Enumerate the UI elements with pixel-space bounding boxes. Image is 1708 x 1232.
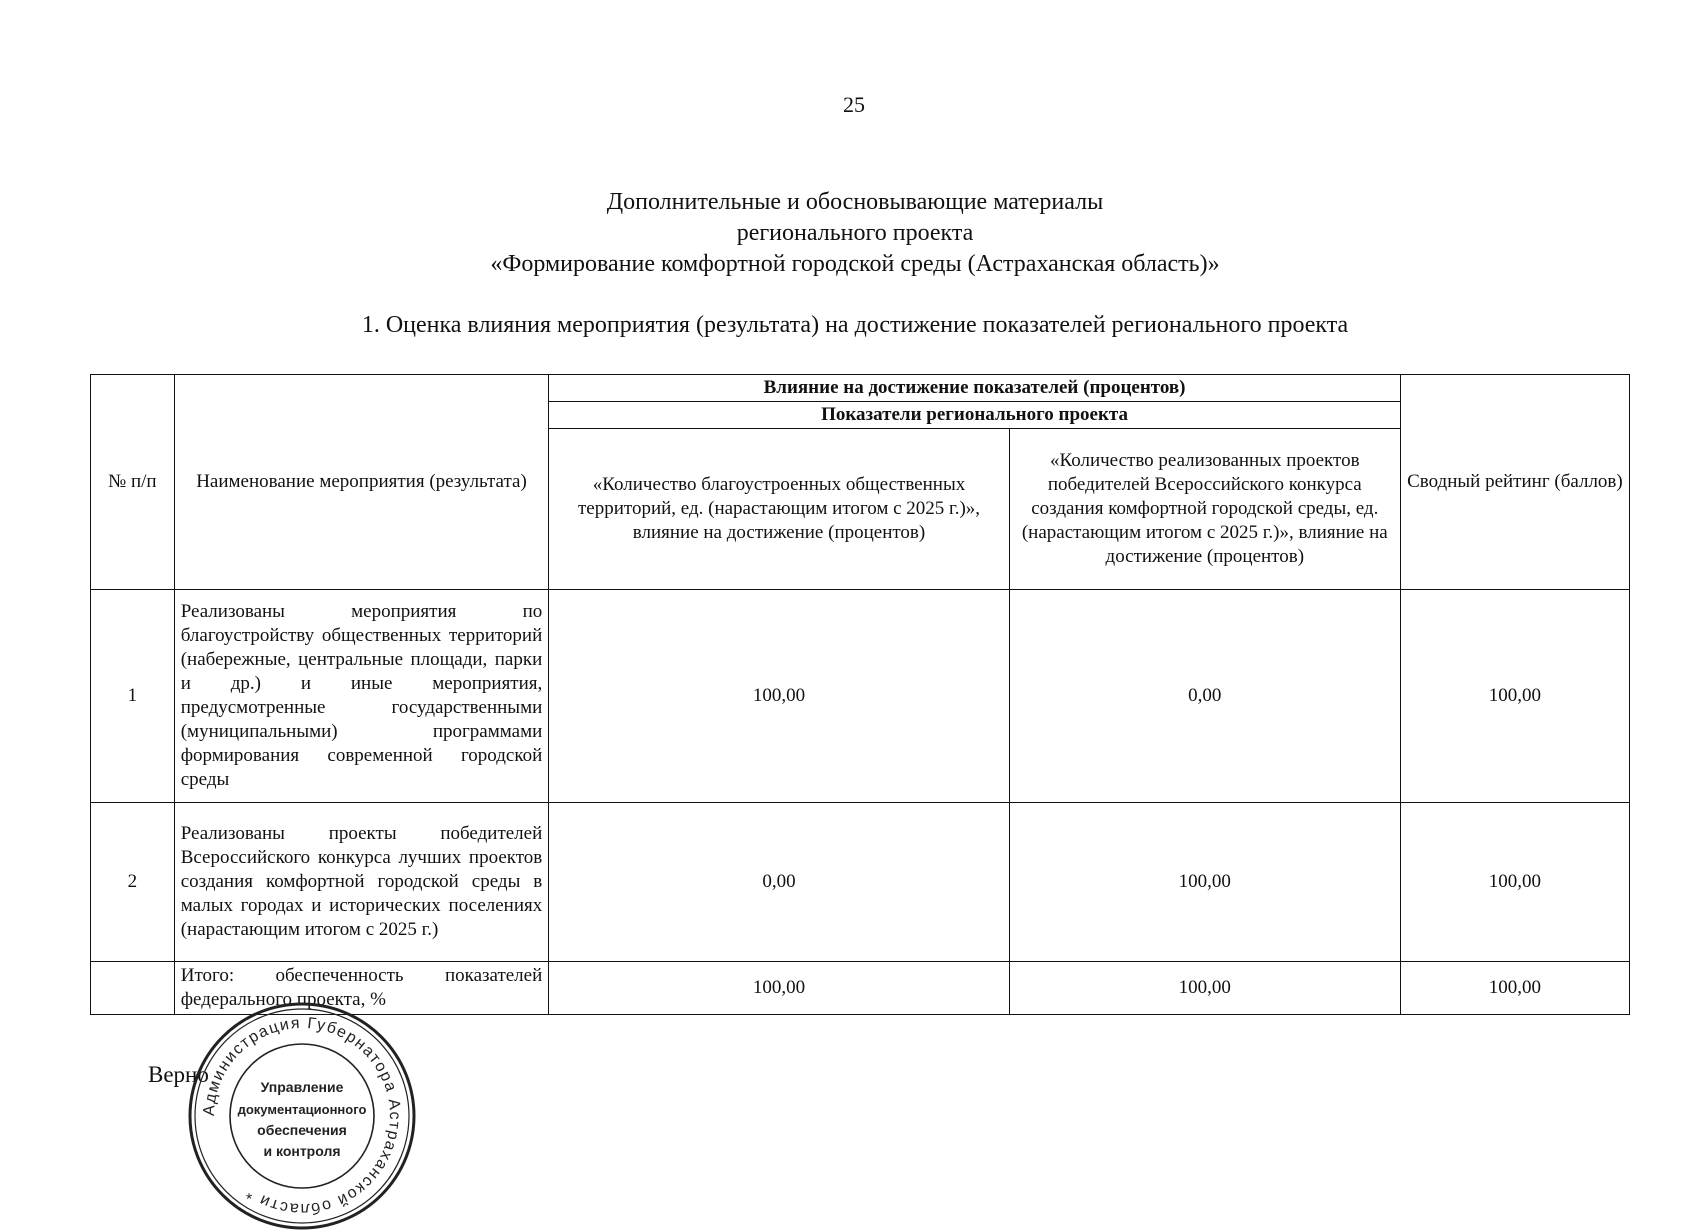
table-row xyxy=(91,803,1630,962)
header-indicator-2: «Количество реализованных проектов победителей Всероссийского конкурса создания комфортной городской среды, ед. (нарастающим итогом с 2025 г.)», влияние на достижение (процентов) xyxy=(1009,429,1400,590)
cell-indicator-2: 100,00 xyxy=(1009,962,1400,1015)
section-title: 1. Оценка влияния мероприятия (результата) на достижение показателей регионального проекта xyxy=(361,312,1349,338)
seal-line-2: документационного xyxy=(237,1102,367,1117)
heading-line-1: Дополнительные и обосновывающие материалы xyxy=(606,189,1104,215)
cell-rating: 100,00 xyxy=(1400,590,1629,803)
cell-num: 1 xyxy=(91,590,175,803)
cell-name: Итого: обеспеченность показателей федерального проекта, % xyxy=(174,962,549,1015)
header-name: Наименование мероприятия (результата) xyxy=(174,375,549,590)
cell-name: Реализованы проекты победителей Всероссийского конкурса лучших проектов создания комфортной городской среды в малых городах и исторических поселениях (нарастающим итогом с 2025 г.) xyxy=(174,803,549,962)
cell-num: 2 xyxy=(91,803,175,962)
header-impact: Влияние на достижение показателей (процентов) xyxy=(549,375,1401,402)
seal-line-4: и контроля xyxy=(263,1143,341,1159)
official-seal-icon xyxy=(186,1000,418,1232)
cell-indicator-1: 0,00 xyxy=(549,803,1009,962)
header-rating: Сводный рейтинг (баллов) xyxy=(1400,375,1629,590)
cell-rating: 100,00 xyxy=(1400,803,1629,962)
impact-table xyxy=(90,374,1630,1015)
cell-name: Реализованы мероприятия по благоустройству общественных территорий (набережные, центральные площади, парки и др.) и иные мероприятия, предусмотренные государственными (муниципальными) программами формирования современной городской среды xyxy=(174,590,549,803)
cell-indicator-1: 100,00 xyxy=(549,590,1009,803)
seal-line-1: Управление xyxy=(260,1079,344,1095)
table-row xyxy=(91,590,1630,803)
header-num: № п/п xyxy=(91,375,175,590)
cell-rating: 100,00 xyxy=(1400,962,1629,1015)
document-heading xyxy=(250,187,1460,280)
cell-indicator-2: 0,00 xyxy=(1009,590,1400,803)
cell-indicator-2: 100,00 xyxy=(1009,803,1400,962)
header-indicator-1: «Количество благоустроенных общественных территорий, ед. (нарастающим итогом с 2025 г.)», влияние на достижение (процентов) xyxy=(549,429,1009,590)
page-number: 25 xyxy=(843,92,865,117)
cell-indicator-1: 100,00 xyxy=(549,962,1009,1015)
seal-ring-text: Администрация Губернатора Астраханской области * xyxy=(200,1014,404,1218)
header-indicators: Показатели регионального проекта xyxy=(549,402,1401,429)
heading-line-2: регионального проекта xyxy=(736,220,974,246)
verno-label: Верно xyxy=(148,1062,209,1087)
table-header-row xyxy=(91,375,1630,402)
cell-num xyxy=(91,962,175,1015)
seal-line-3: обеспечения xyxy=(257,1122,347,1138)
heading-line-3: «Формирование комфортной городской среды (Астраханская область)» xyxy=(490,251,1220,277)
